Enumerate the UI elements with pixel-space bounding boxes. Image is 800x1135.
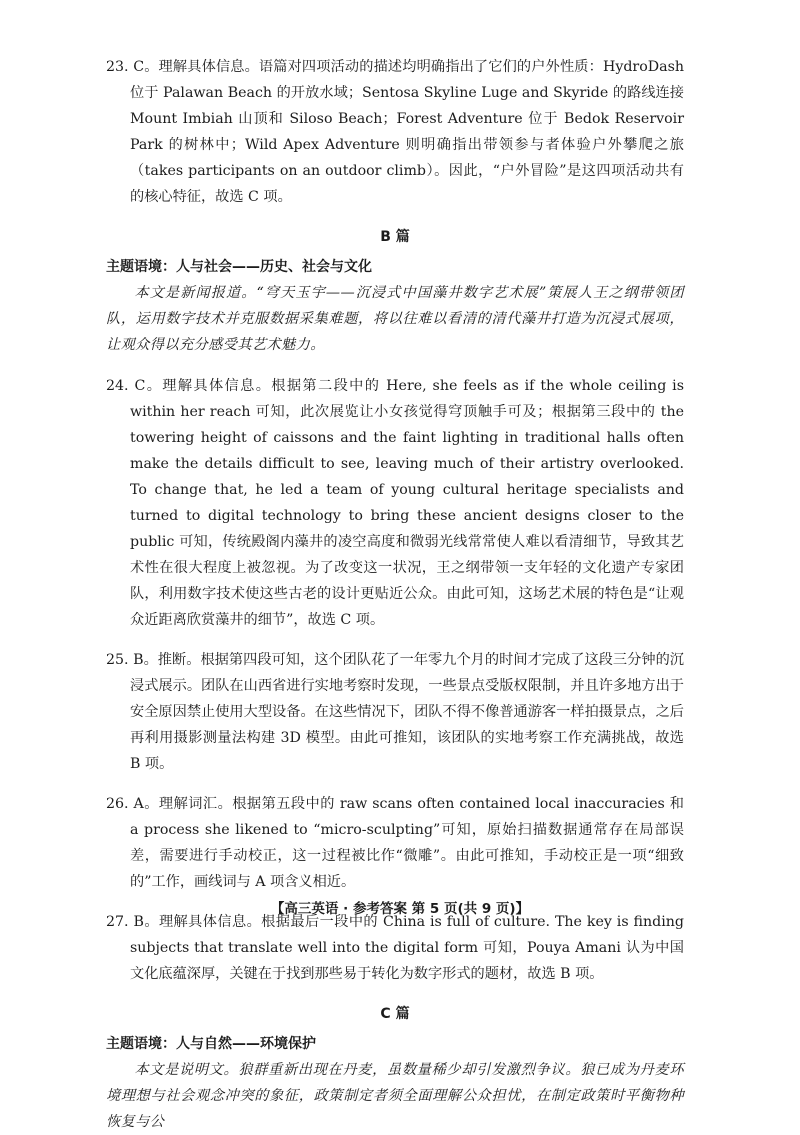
- section-c-theme: 主题语境：人与自然——环境保护: [106, 1036, 316, 1053]
- section-b-title: B 篇: [380, 229, 410, 246]
- section-c-summary: 本文是说明文。狼群重新出现在丹麦，虽数量稀少却引发激烈争议。狼已成为丹麦环境理想与社会观念冲突的象征，政策制定者须全面理解公众担忧，在制定政策时平衡物种恢复与公: [106, 1062, 684, 1131]
- page-footer: 【高三英语 · 参考答案 第 5 页(共 9 页)】: [270, 901, 530, 917]
- section-b-summary: 本文是新闻报道。“穹天玉宇——沉浸式中国藻井数字艺术展”策展人王之纲带领团队，运用数字技术并克服数据采集难题，将以往难以看清的清代藻井打造为沉浸式展项，让观众得以充分感受其艺术魅力。: [106, 285, 684, 354]
- answer-24: 24. C。理解具体信息。根据第二段中的 Here, she feels as if the whole ceiling is within her reach 可知，此次展览让小女孩觉得穹顶触手可及；根据第三段中的 the towering height of caissons and the faint lighting in traditional halls often make the details difficult to see, leaving much of their artistry overlooked. To change that, he led a team of young cultural heritage specialists and turned to digital technology to bring these ancient designs closer to the public 可知，传统殿阁内藻井的凌空高度和微弱光线常常使人难以看清细节，导致其艺术性在很大程度上被忽视。为了改变这一状况，王之纲带领一支年轻的文化遗产专家团队，利用数字技术使这些古老的设计更贴近公众。由此可知，这场艺术展的特色是“让观众近距离欣赏藻井的细节”，故选 C 项。: [106, 377, 684, 628]
- answer-25: 25. B。推断。根据第四段可知，这个团队花了一年零九个月的时间才完成了这段三分钟的沉浸式展示。团队在山西省进行实地考察时发现，一些景点受版权限制，并且许多地方出于安全原因禁止使用大型设备。在这些情况下，团队不得不像普通游客一样拍摄景点，之后再利用摄影测量法构建 3D 模型。由此可推知，该团队的实地考察工作充满挑战，故选 B 项。: [106, 651, 684, 772]
- answer-27: 27. B。理解具体信息。根据最后一段中的 China is full of culture. The key is finding subjects that translate well into the digital form 可知，Pouya Amani 认为中国文化底蕴深厚，关键在于找到那些易于转化为数字形式的题材，故选 B 项。: [106, 914, 684, 983]
- page-content: [106, 40, 684, 1135]
- section-b-theme: 主题语境：人与社会——历史、社会与文化: [106, 259, 372, 276]
- answer-26: 26. A。理解词汇。根据第五段中的 raw scans often contained local inaccuracies 和 a process she likened to “micro-sculpting”可知，原始扫描数据通常存在局部误差，需要进行手动校正，这一过程被比作“微雕”。由此可推知，手动校正是一项“细致的”工作，画线词与 A 项含义相近。: [106, 795, 684, 890]
- answer-23: 23. C。理解具体信息。语篇对四项活动的描述均明确指出了它们的户外性质：HydroDash 位于 Palawan Beach 的开放水域；Sentosa Skyline Luge and Skyride 的路线连接 Mount Imbiah 山顶和 Siloso Beach；Forest Adventure 位于 Bedok Reservoir Park 的树林中；Wild Apex Adventure 则明确指出带领参与者体验户外攀爬之旅（takes participants on an outdoor climb）。因此，“户外冒险”是这四项活动共有的核心特征，故选 C 项。: [106, 59, 684, 206]
- section-c-title: C 篇: [380, 1006, 410, 1023]
